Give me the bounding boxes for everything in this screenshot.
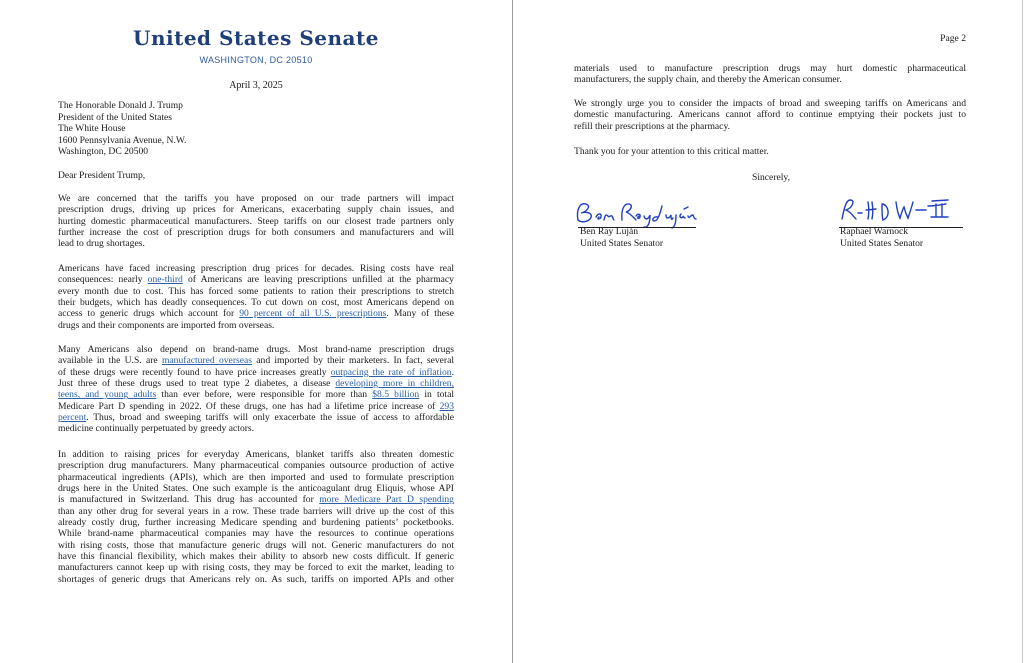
text-line [58,389,454,400]
link-medicare-spending[interactable]: more Medicare Part D spending [319,494,454,506]
text-line [58,274,454,285]
text-line [58,412,454,423]
link-young-adults[interactable]: teens, and young adults [58,389,157,401]
text-line [58,355,454,366]
text-line: pharmaceutical ingredients (APIs), which are then imported and used to formulate prescription [58,471,454,483]
text-line: prescription drug manufacturers. Many pharmaceutical companies outsource production of active [58,460,454,472]
text-line [58,494,454,505]
paragraph-4 [58,449,454,585]
page-number: Page 2 [940,33,966,44]
text-line: In addition to raising prices for everyday Americans, blanket tariffs also threaten domestic [58,449,454,460]
text-line: shortages of generic drugs that Americans rely on. As such, tariffs on imported APIs and other [58,573,454,585]
signatory-warnock [840,226,923,249]
text-line: We are concerned that the tariffs you have proposed on our trade partners will impact [58,193,454,204]
text-line [58,367,454,378]
recipient-line: Washington, DC 20500 [58,146,149,158]
page-edge [1022,0,1023,663]
text-line: manufacturers cannot keep up with rising costs, they may be forced to exit the market, leading to [58,562,454,574]
text-span: access to generic drugs which account for [58,308,240,320]
paragraph-3 [58,344,454,435]
text-line: Americans have faced increasing prescription drug prices for decades. Rising costs have real [58,263,454,274]
link-developing-more[interactable]: developing more in children, [335,378,454,390]
text-line: every month due to cost. This has forced some patients to ration their prescriptions to stretch [58,285,454,297]
signatory-name: Raphael Warnock [840,226,909,237]
signatory-title: United States Senator [580,237,664,249]
text-span: consequences: nearly [58,274,148,286]
signatory-name: Ben Ray Luján [580,226,639,237]
text-line: drugs here in the United States. One such example is the anticoagulant drug Eliquis, whose API [58,483,454,495]
text-line: Many Americans also depend on brand-name drugs. Most brand-name prescription drugs [58,344,454,355]
text-line: hurting domestic pharmaceutical manufacturers. Steep tariffs on our closest trade partners only [58,215,454,227]
text-span: is manufactured in Switzerland. This drug has accounted for [58,494,320,506]
text-line: lead to drug shortages. [58,238,145,250]
text-line: further increase the cost of prescription drugs for both consumers and manufacturers and will [58,227,454,239]
text-span: . Many of these [386,308,454,320]
text-line: drugs and their components are imported from overseas. [58,319,275,331]
recipient-line: President of the United States [58,111,173,123]
letter-date: April 3, 2025 [229,80,283,91]
link-outpacing-inflation[interactable]: outpacing the rate of inflation [330,366,452,378]
page-divider [512,0,513,663]
text-line: have this financial flexibility, which makes their ability to absorb new costs difficult. If generic [58,551,454,563]
paragraph-6 [574,98,966,132]
text-span: Just three of these drugs used to treat type 2 diabetes, a disease [58,378,336,390]
text-line: already costly drug, further increasing Medicare spending and burdening patients’ pocketbooks. [58,517,454,529]
link-generic-prescriptions[interactable]: 90 percent of all U.S. prescriptions [239,308,387,320]
text-line: We strongly urge you to consider the impacts of broad and sweeping tariffs on Americans and [574,98,966,109]
signature-warnock-image [836,192,966,226]
recipient-line: 1600 Pennsylvania Avenue, N.W. [58,134,187,146]
signatory-lujan [580,226,663,249]
text-line: manufacturers, the supply chain, and thereby the American consumer. [574,74,842,86]
text-line: domestic manufacturing. Americans cannot afford to continue emptying their pockets just to [574,109,966,121]
signature-lujan-image [572,196,702,230]
text-line: prescription drugs, driving up prices for Americans, exacerbating supply chain issues, and [58,204,454,216]
text-span: of Americans are leaving prescriptions unfilled at the pharmacy [182,274,454,286]
paragraph-2 [58,263,454,331]
text-span: of these drugs were recently found to have price increases greatly [58,366,331,378]
text-span: in total [419,389,454,401]
link-one-third[interactable]: one-third [147,274,183,286]
recipient-line: The Honorable Donald J. Trump [58,100,183,111]
link-manufactured-overseas[interactable]: manufactured overseas [161,355,252,367]
text-line [58,378,454,389]
recipient-line: The White House [58,123,126,135]
text-line: While brand-name pharmaceutical companies may have the resources to continue operations [58,528,454,540]
text-line: refill their prescriptions at the pharmacy. [574,120,731,132]
link-293[interactable]: 293 [439,400,454,412]
text-line: their budgets, which has deadly consequences. To cut down on cost, most Americans depend on [58,297,454,309]
text-span: . Thus, broad and sweeping tariffs will only exacerbate the issue of access to affordable [86,412,454,424]
signatory-title: United States Senator [840,237,924,249]
letter-page-2 [514,0,1024,663]
text-span: . [451,366,454,378]
text-line: with rising costs, those that manufacture generic drugs will not. Generic manufacturers do not [58,539,454,551]
text-span: and imported by their marketers. In fact, several [252,355,454,367]
letterhead-title: United States Senate [133,26,379,50]
text-span: Medicare Part D spending in 2022. Of these drugs, one has had a lifetime price increase of [58,400,440,412]
text-span: than ever before, were responsible for more than [156,389,373,401]
text-line: Thank you for your attention to this critical matter. [574,146,769,157]
closing: Sincerely, [752,172,791,183]
recipient-address [58,100,186,158]
text-line [58,401,454,412]
text-line: than any other drug for several years in a row. These trade barriers will drive up the cost of this [58,505,454,517]
link-percent[interactable]: percent [58,412,87,424]
text-line: materials used to manufacture prescription drugs may hurt domestic pharmaceutical [574,63,966,74]
salutation: Dear President Trump, [58,170,146,181]
paragraph-7 [574,146,966,157]
paragraph-5 [574,63,966,86]
link-8-5-billion[interactable]: $8.5 billion [372,389,420,401]
paragraph-1 [58,193,454,250]
text-span: available in the U.S. are [58,355,162,367]
text-line: medicine continually perpetuated by greedy actors. [58,423,255,435]
text-line [58,308,454,319]
letterhead-location: WASHINGTON, DC 20510 [199,55,313,65]
